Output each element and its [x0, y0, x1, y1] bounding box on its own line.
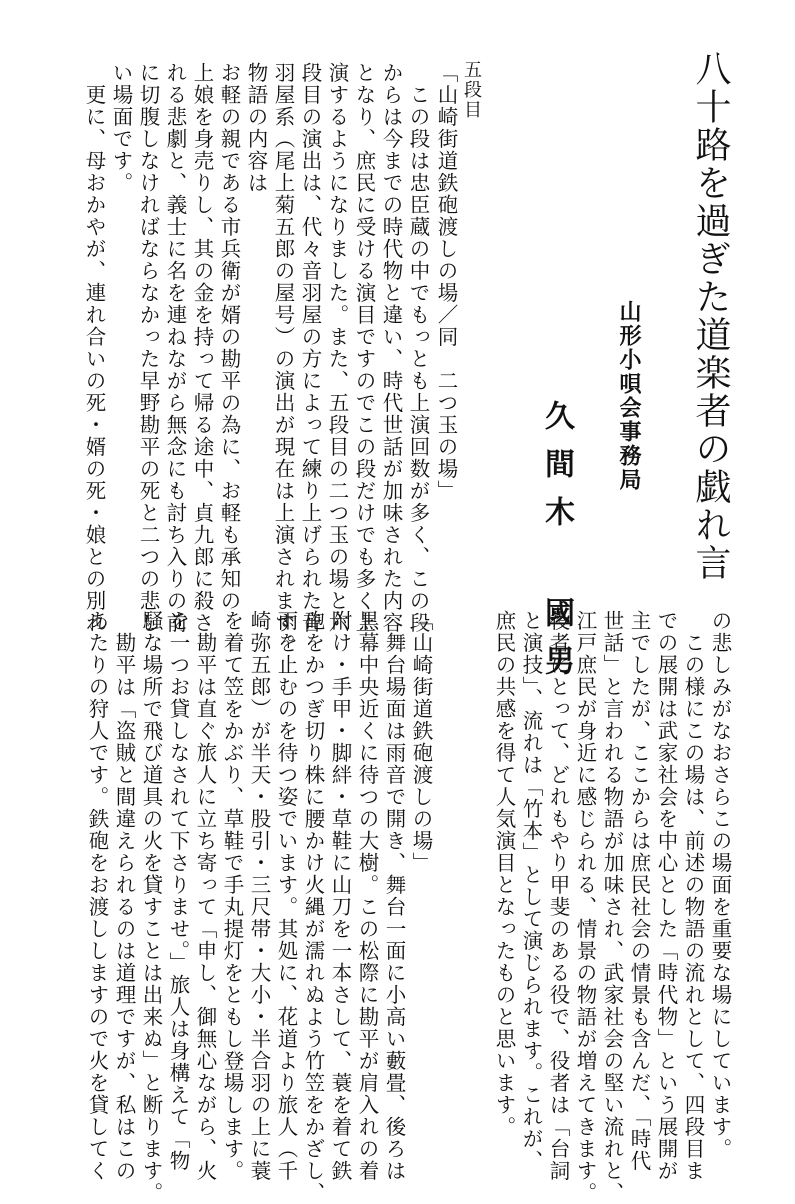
lower-line: 附け・手甲・脚絆・草鞋に山刀を一本さして、蓑を着て鉄: [328, 610, 352, 1182]
lower-line: あたりの狩人です。鉄砲をお渡ししますので火を貸してく: [85, 610, 109, 1182]
lower-line: 主でしたが、ここからは庶民社会の情景も含んだ、「時代: [627, 610, 651, 1172]
lower-line: 庶民の共感を得て人気演目となったものと思います。: [492, 610, 516, 1138]
lower-line: 役者にとって、どれもやり甲斐のある役で、役者は「台詞: [546, 610, 570, 1182]
section-heading: 五段目: [461, 60, 482, 120]
upper-line: 段目の演出は、代々音羽屋の方によって練り上げられた音: [298, 62, 322, 634]
upper-line: お軽の親である市兵衛が婿の勘平の為に、お軽も承知の: [217, 62, 241, 612]
upper-line: この段は忠臣蔵の中でもっとも上演回数が多く、この段: [406, 62, 430, 634]
upper-line: に切腹しなければならなかった早野勘平の死と二つの悲し: [136, 62, 160, 634]
lower-line: の悲しみがなおさらこの場面を重要な場にしています。: [708, 610, 732, 1160]
lower-line: 崎弥五郎）が半天・股引・三尺帯・大小・半合羽の上に蓑: [247, 610, 271, 1182]
upper-line: 物語の内容は: [244, 62, 268, 194]
lower-line: 世話」と言われる物語が加味され、武家社会の堅い流れと、: [600, 610, 624, 1204]
upper-line: 上娘を身売りし、其の金を持って帰る途中、貞九郎に殺さ: [190, 62, 214, 634]
upper-line: 羽屋系（尾上菊五郎の屋号）の演出が現在は上演されます。: [271, 62, 295, 656]
author-name: 久間木 國男: [539, 400, 574, 693]
upper-line: となり、庶民に受ける演目ですのでこの段だけでも多く上: [352, 62, 376, 634]
article-title: 八十路を過ぎた道楽者の戯れ言: [690, 50, 731, 582]
lower-line: 黒幕中央近くに待つの大樹。この松際に勘平が肩入れの着: [355, 610, 379, 1182]
upper-line: れる悲劇と、義士に名を連ねながら無念にも討ち入りの前: [163, 62, 187, 634]
lower-line: 舞台場面は雨音で開き、舞台一面に小高い藪畳、後ろは: [382, 610, 406, 1182]
lower-line: 勘平は直ぐ旅人に立ち寄って「申し、御無心ながら、火: [193, 610, 217, 1182]
upper-line: 「山崎街道鉄砲渡しの場／同 二つ玉の場」: [434, 62, 458, 502]
upper-line: 更に、母おかやが、連れ合いの死・婿の死・娘との別れ: [82, 62, 106, 634]
lower-line: この様にこの場は、前述の物語の流れとして、四段目ま: [681, 610, 705, 1182]
upper-line: い場面です。: [109, 62, 133, 194]
lower-line: 騒な場所で飛び道具の火を貸すことは出来ぬ」と断ります。: [139, 610, 163, 1204]
lower-line: 雨を止むのを待つ姿でいます。其処に、花道より旅人（千: [274, 610, 298, 1182]
lower-line: 砲をかつぎ切り株に腰かけ火縄が濡れぬよう竹笠をかざし、: [301, 610, 325, 1204]
author-affiliation: 山形小唄会事務局: [616, 300, 641, 492]
lower-line: を着て笠をかぶり、草鞋で手丸提灯をともし登場します。: [220, 610, 244, 1182]
upper-line: からは今までの時代物と違い、時代世話が加味された内容: [379, 62, 403, 634]
lower-line: 「山崎街道鉄砲渡しの場」: [409, 610, 433, 874]
lower-line: での展開は武家社会を中心とした「時代物」という展開が: [654, 610, 678, 1182]
lower-line: 江戸庶民が身近に感じられる、情景の物語が増えてきます。: [573, 610, 597, 1204]
upper-line: 演するようになりました。また、五段目の二つ玉の場と六: [325, 62, 349, 634]
lower-line: 勘平は「盗賊と間違えられるのは道理ですが、私はこの: [112, 610, 136, 1182]
lower-line: を一つお貸しなされて下さりませ。」旅人は身構えて「物: [166, 610, 190, 1172]
lower-line: と演技」、流れは「竹本」として演じられます。これが、: [519, 610, 543, 1172]
block-divider: [40, 590, 760, 591]
